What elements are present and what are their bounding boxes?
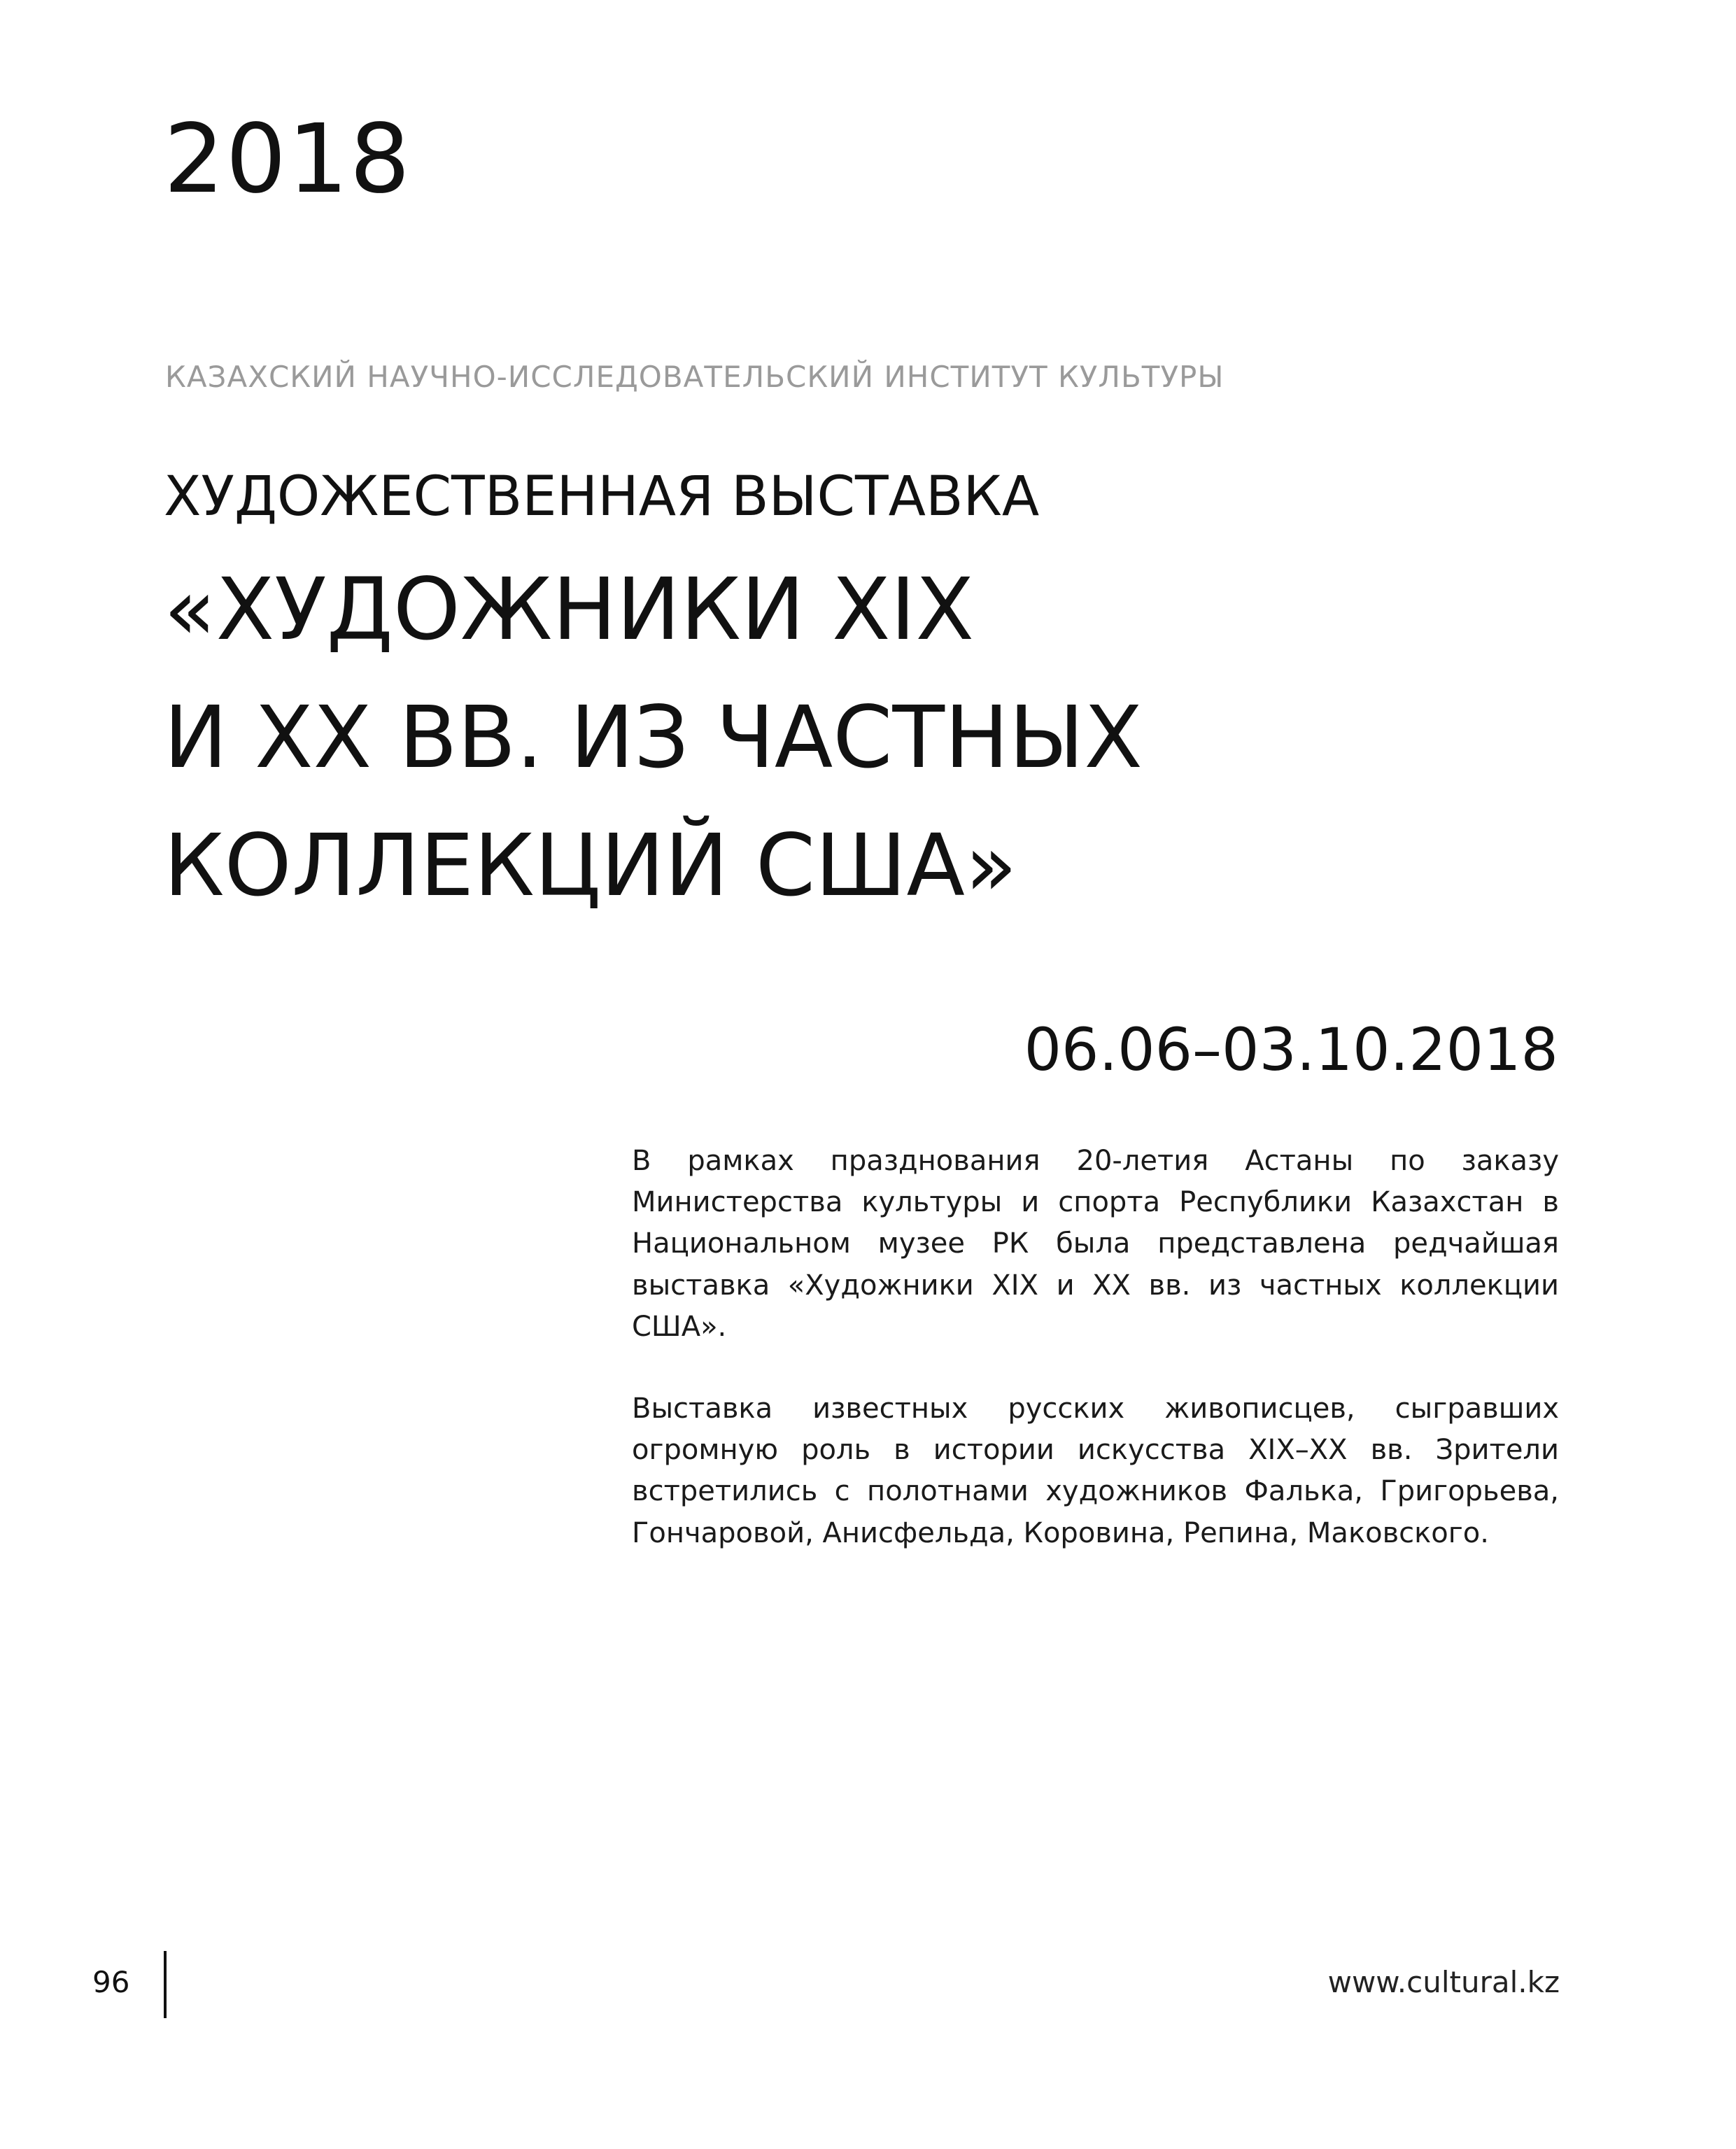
- exhibition-heading: [164, 467, 1143, 930]
- exhibition-title-line-3: КОЛЛЕКЦИЙ США»: [164, 815, 1017, 915]
- article-paragraph-1: В рамках празднования 20-летия Астаны по заказу Министерства культуры и спорта Республики Казахстан в Национальном музее РК была представлена редчайшая выставка «Художники XIX и XX вв. из частных коллекции США».: [632, 1145, 1559, 1343]
- organization-name: КАЗАХСКИЙ НАУЧНО-ИССЛЕДОВАТЕЛЬСКИЙ ИНСТИТУТ КУЛЬТУРЫ: [165, 360, 1225, 394]
- page-year: 2018: [164, 104, 412, 215]
- exhibition-subtitle: ХУДОЖЕСТВЕННАЯ ВЫСТАВКА: [164, 465, 1040, 528]
- page-number: 96: [92, 1965, 130, 1999]
- article-paragraph-2: Выставка известных русских живописцев, сыгравших огромную роль в истории искусства XIX–XX вв. Зрители встретились с полотнами художников Фалька, Григорьева, Гончаровой, Анисфельда, Коровина, Репина, Маковского.: [632, 1392, 1559, 1549]
- footer-website-url: www.cultural.kz: [1327, 1965, 1560, 1999]
- article-body: [632, 1141, 1559, 1595]
- footer-divider: [164, 1951, 167, 2018]
- exhibition-dates: 06.06–03.10.2018: [1024, 1015, 1558, 1084]
- exhibition-title-line-1: «ХУДОЖНИКИ XIX: [164, 559, 975, 659]
- exhibition-title-line-2: И XX ВВ. ИЗ ЧАСТНЫХ: [164, 687, 1143, 787]
